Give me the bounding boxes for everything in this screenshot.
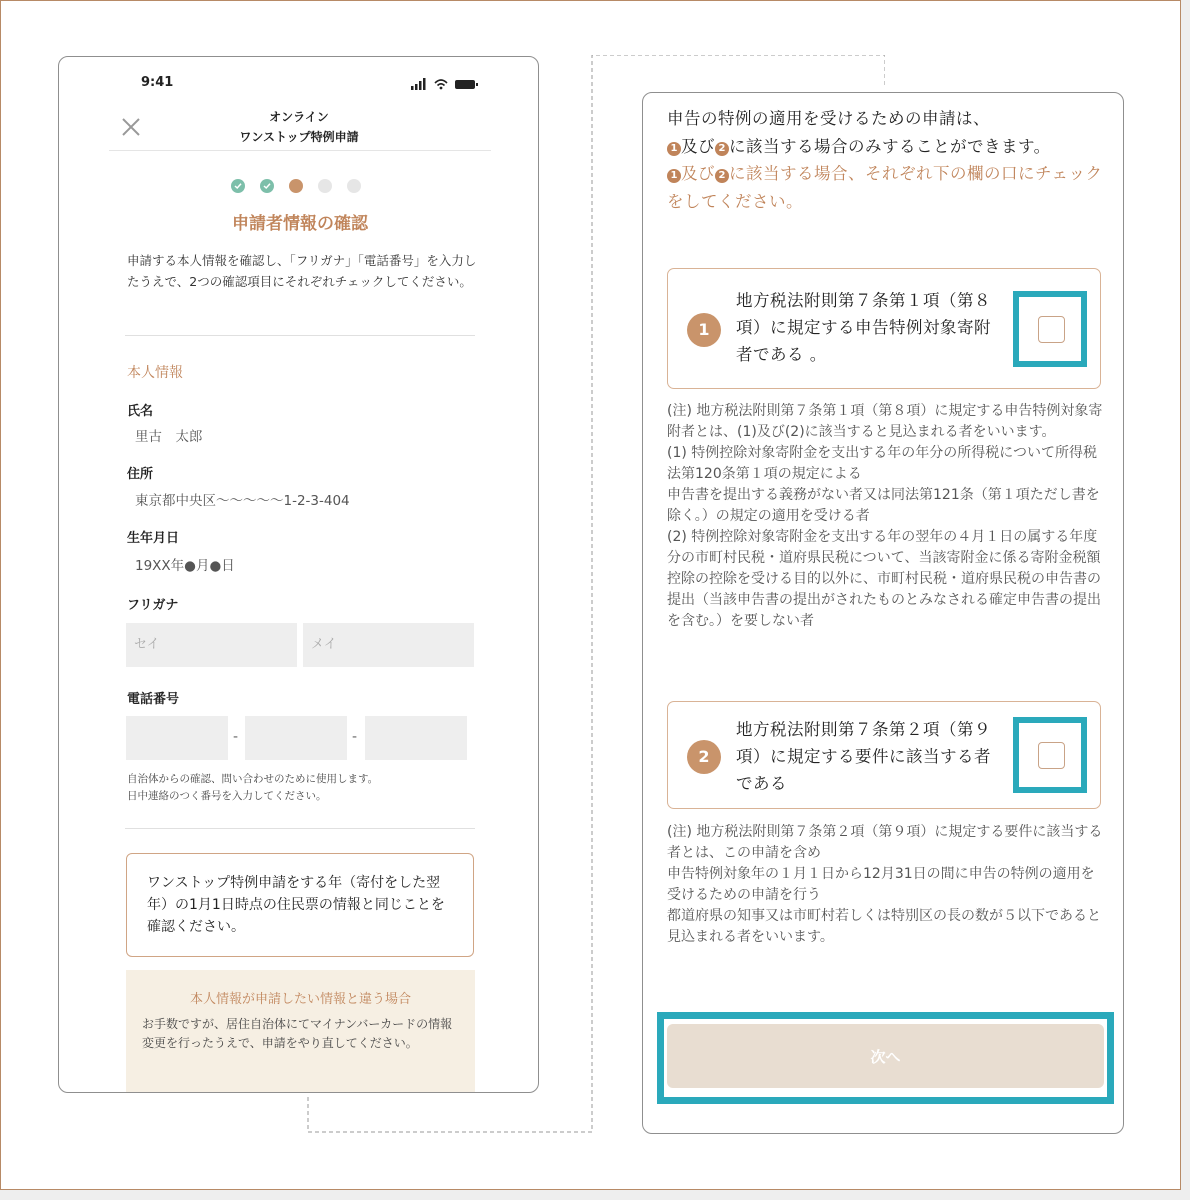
nav-title (199, 107, 399, 147)
warning-body: お手数ですが、居住自治体にてマイナンバーカードの情報変更を行ったうえで、申請をやり直してください。 (142, 1017, 453, 1050)
status-bar-icons (411, 77, 481, 91)
step-4-todo (318, 179, 332, 193)
intro-line2 (667, 133, 1107, 161)
nav-title-line2: ワンストップ特例申請 (239, 130, 359, 144)
checkbox-highlight (1013, 717, 1087, 793)
phone-input-2[interactable] (245, 716, 347, 760)
applicant-info-screen (58, 56, 539, 1093)
birthdate-label: 生年月日 (127, 531, 180, 546)
birthdate-value: 19XX年●月●日 (135, 558, 235, 574)
condition-card-2[interactable] (667, 701, 1101, 809)
intro-line1: 申告の特例の適用を受けるための申請は、 (667, 109, 990, 128)
checkbox-highlight (1013, 291, 1087, 367)
furigana-sei-input[interactable]: セイ (126, 623, 297, 667)
screen-title: 申請者情報の確認 (232, 214, 368, 234)
condition-number-badge: 1 (687, 313, 721, 347)
condition-1-note: (注) 地方税法附則第７条第１項（第８項）に規定する申告特例対象寄附者とは、(1)及び(2)に該当すると見込まれる者をいいます。 (1) 特例控除対象寄附金を支出する年の年分の所得税について所得税法第120条第１項の規定による 申告書を提出する義務がない者又は同法第121条（第１項ただし書を除く。）の規定の適用を受ける者 (2) 特例控除対象寄附金を支出する年の翌年の４月１日の属する年度分の市町村民税・道府県民税について、当該寄附金に係る寄附金税額控除の控除を受ける目的以外に、市町村民税・道府県民税の申告書の提出（当該申告書の提出がされたものとみなされる確定申告書の提出を含む。）を要しない者 (667, 403, 1103, 629)
intro-line2-end: に該当する場合のみすることができます。 (729, 136, 1051, 156)
phone-input-1[interactable] (126, 716, 228, 760)
confirmation-intro (667, 105, 1107, 215)
condition-2-note: (注) 地方税法附則第７条第２項（第９項）に規定する要件に該当する者とは、この申請を含め 申告特例対象年の１月１日から12月31日の間に申告の特例の適用を受けるための申請を行う 都道府県の知事又は市町村若しくは特別区の長の数が５以下であると見込まれる者をいいます。 (667, 824, 1103, 945)
phone-help-line2: 日中連絡のつく番号を入力してください。 (127, 790, 327, 802)
special-case-confirmation-screen (642, 92, 1124, 1134)
next-button[interactable]: 次へ (667, 1024, 1104, 1088)
nav-title-line1: オンライン (269, 110, 329, 124)
check-icon (263, 182, 271, 190)
step-2-done (260, 179, 274, 193)
intro-accent (667, 160, 1107, 215)
section-divider (125, 828, 475, 829)
circled-number-2: 2 (715, 169, 729, 183)
address-label: 住所 (127, 467, 154, 482)
section-label-personal-info: 本人情報 (127, 365, 183, 381)
intro-accent-end: に該当する場合、それぞれ下の欄の口にチェックをしてください。 (667, 164, 1103, 211)
step-1-done (231, 179, 245, 193)
status-time: 9:41 (141, 75, 174, 90)
residence-notice: ワンストップ特例申請をする年（寄付をした翌年）の1月1日時点の住民票の情報と同じことを確認ください。 (126, 853, 474, 957)
condition-2-checkbox[interactable] (1038, 742, 1065, 769)
intro-accent-mid: 及び (681, 164, 715, 183)
condition-card-1[interactable] (667, 268, 1101, 389)
phone-input-3[interactable] (365, 716, 467, 760)
condition-1-checkbox[interactable] (1038, 316, 1065, 343)
phone-separator-1: - (233, 729, 239, 745)
intro-line2-mid: 及び (681, 136, 715, 156)
furigana-mei-input[interactable]: メイ (303, 623, 474, 667)
phone-help-line1: 自治体からの確認、問い合わせのために使用します。 (127, 773, 379, 785)
condition-text: 地方税法附則第７条第２項（第９項）に規定する要件に該当する者である (736, 720, 991, 793)
phone-label: 電話番号 (127, 692, 180, 707)
circled-number-1: 1 (667, 142, 681, 156)
step-5-todo (347, 179, 361, 193)
close-icon[interactable] (119, 115, 143, 139)
progress-steps (231, 179, 361, 193)
condition-number-badge: 2 (687, 740, 721, 774)
info-mismatch-warning (126, 970, 475, 1093)
nav-divider (109, 150, 491, 151)
furigana-label: フリガナ (127, 598, 179, 613)
condition-text: 地方税法附則第７条第１項（第８項）に規定する申告特例対象寄附者である 。 (736, 291, 991, 364)
name-label: 氏名 (127, 404, 154, 419)
step-3-current (289, 179, 303, 193)
phone-help-text (127, 771, 477, 805)
address-value: 東京都中央区〜〜〜〜〜1-2-3-404 (135, 493, 350, 509)
check-icon (234, 182, 242, 190)
intro-text: 申請する本人情報を確認し、「フリガナ」「電話番号」を入力したうえで、2つの確認項目にそれぞれチェックしてください。 (127, 253, 477, 289)
circled-number-1: 1 (667, 169, 681, 183)
phone-separator-2: - (352, 729, 358, 745)
section-divider (125, 335, 475, 336)
next-button-highlight (657, 1012, 1114, 1104)
name-value: 里古 太郎 (135, 429, 203, 445)
circled-number-2: 2 (715, 142, 729, 156)
warning-title: 本人情報が申請したい情報と違う場合 (189, 992, 411, 1007)
